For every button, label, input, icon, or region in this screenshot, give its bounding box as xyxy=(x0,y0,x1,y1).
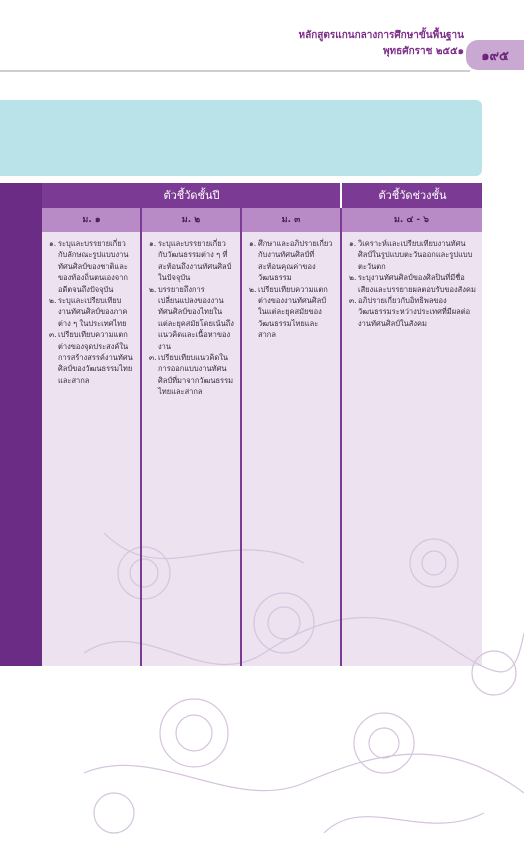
grade-header: ม. ๔ - ๖ xyxy=(393,215,429,225)
indicator-item: ๑. วิเคราะห์และเปรียบเทียบงานทัศนศิลป์ในรูปแบบตะวันออกและรูปแบบตะวันตก xyxy=(349,239,473,271)
grade-header: ม. ๓ xyxy=(281,215,301,225)
group-header-range: ตัวชี้วัดช่วงชั้น xyxy=(378,189,447,202)
column-m3 xyxy=(248,238,334,341)
indicator-item: ๑. ศึกษาและอภิปรายเกี่ยวกับงานทัศนศิลป์ที่สะท้อนคุณค่าของวัฒนธรรม xyxy=(249,239,333,283)
grade-header: ม. ๒ xyxy=(181,215,201,225)
indicator-table xyxy=(42,183,482,666)
floral-ornament xyxy=(84,513,524,849)
indicator-item: ๓.เปรียบเทียบความแตกต่างของจุดประสงค์ในการสร้างสรรค์งานทัศนศิลป์ของวัฒนธรรมไทยและสากล xyxy=(49,330,133,385)
column-divider xyxy=(340,208,342,666)
grade-header-row xyxy=(42,208,482,232)
header-divider xyxy=(340,183,342,208)
indicator-item: ๒. เปรียบเทียบความแตกต่างของงานทัศนศิลป์ในแต่ละยุคสมัยของวัฒนธรรมไทยและสากล xyxy=(249,284,328,340)
book-title: หลักสูตรแกนกลางการศึกษาขั้นพื้นฐาน xyxy=(298,30,464,41)
indicator-item: ๒. บรรยายถึงการเปลี่ยนแปลงของงานทัศนศิลป์ของไทยในแต่ละยุคสมัยโดยเน้นถึงแนวคิดและเนื้อหาของงาน xyxy=(149,284,234,351)
indicator-item: ๓.เปรียบเทียบแนวคิดในการออกแบบงานทัศนศิลป์ที่มาจากวัฒนธรรมไทยและสากล xyxy=(149,353,234,397)
group-header-primary: ตัวชี้วัดชั้นปี xyxy=(163,189,220,202)
indicator-item: ๒. ระบุงานทัศนศิลป์ของศิลปินที่มีชื่อเสียงและบรรยายผลตอบรับของสังคม xyxy=(349,273,476,294)
standard-banner xyxy=(0,100,482,176)
indicator-item: ๑. ระบุและบรรยายเกี่ยวกับลักษณะรูปแบบงานทัศนศิลป์ของชาติและของท้องถิ่นตนเองจากอดีตจนถึงปัจจุบัน xyxy=(49,239,129,294)
group-header-row xyxy=(42,183,482,208)
indicator-item: ๒. ระบุและเปรียบเทียบงานทัศนศิลป์ของภาคต่าง ๆ ในประเทศไทย xyxy=(49,296,128,328)
column-divider xyxy=(240,208,242,666)
indicator-item: ๑. ระบุและบรรยายเกี่ยวกับวัฒนธรรมต่าง ๆ ที่สะท้อนถึงงานทัศนศิลป์ในปัจจุบัน xyxy=(149,239,232,283)
column-m1 xyxy=(48,238,134,386)
side-band xyxy=(0,183,42,666)
page-number: ๑๙๕ xyxy=(481,48,509,64)
indicator-item: ๓.อภิปรายเกี่ยวกับอิทธิพลของวัฒนธรรมระหว่างประเทศที่มีผลต่องานทัศนศิลป์ในสังคม xyxy=(349,296,471,328)
column-divider xyxy=(140,208,142,666)
column-m4-6 xyxy=(348,238,476,329)
header-rule xyxy=(0,70,470,72)
book-year: พุทธศักราช ๒๕๕๑ xyxy=(382,46,464,57)
grade-header: ม. ๑ xyxy=(82,215,101,225)
column-m2 xyxy=(148,238,234,398)
page-number-tab xyxy=(466,40,524,70)
